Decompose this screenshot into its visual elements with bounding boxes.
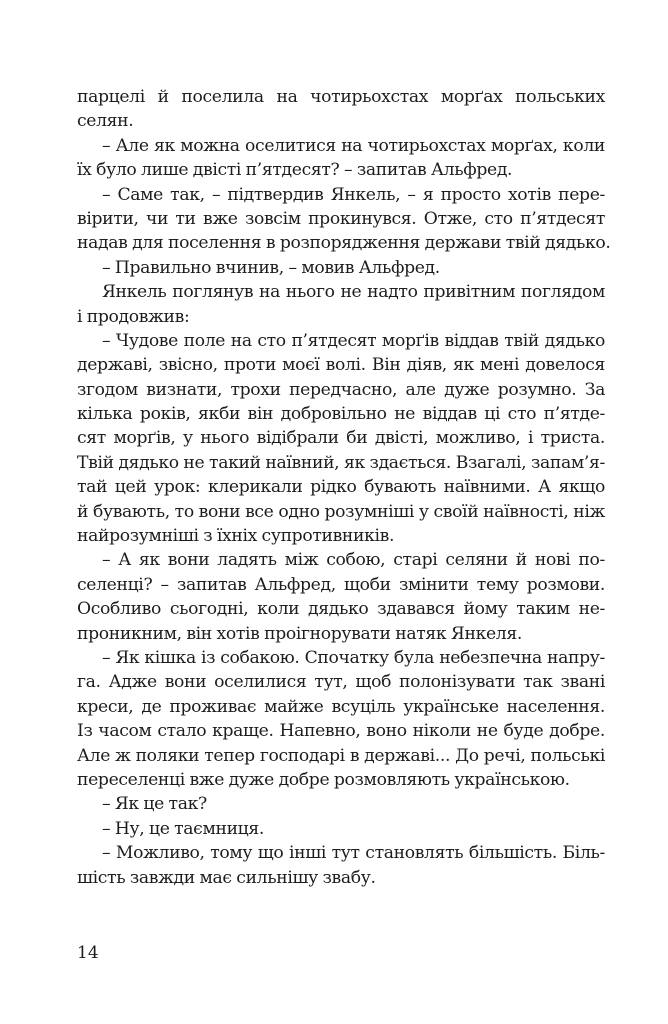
- text-line: селенці? – запитав Альфред, щоби змінити тему розмови.: [77, 574, 605, 595]
- text-line: – Ну, це таємниця.: [102, 818, 264, 839]
- text-line: проникним, він хотів проігнорувати натяк Янкеля.: [77, 623, 522, 644]
- text-line: – Саме так, – підтвердив Янкель, – я просто хотів пере-: [102, 184, 605, 205]
- text-line: Янкель поглянув на нього не надто привітним поглядом: [102, 282, 605, 303]
- text-line: і продовжив:: [77, 306, 190, 327]
- page-number: 14: [77, 943, 99, 963]
- text-line: надав для поселення в розпорядження держави твій дядько.: [77, 233, 611, 254]
- text-line: – А як вони ладять між собою, старі селяни й нові по-: [102, 550, 605, 571]
- text-line: їх було лише двісті п’ятдесят? – запитав Альфред.: [77, 160, 513, 181]
- text-line: – Чудове поле на сто п’ятдесят морґів віддав твій дядько: [102, 330, 605, 351]
- text-line: – Як кішка із собакою. Спочатку була небезпечна напру-: [102, 647, 605, 668]
- text-line: державі, звісно, проти моєї волі. Він діяв, як мені довелося: [77, 355, 605, 376]
- text-line: тай цей урок: клерикали рідко бувають наївними. А якщо: [77, 477, 605, 498]
- text-line: згодом визнати, трохи передчасно, але дуже розумно. За: [77, 379, 605, 400]
- text-line: га. Адже вони оселилися тут, щоб полонізувати так звані: [77, 672, 605, 693]
- text-line: сят морґів, у нього відібрали би двісті, можливо, і триста.: [77, 428, 605, 449]
- text-line: парцелі й поселила на чотирьохстах морґах польських: [77, 87, 605, 107]
- text-line: кілька років, якби він добровільно не віддав ці сто п’ятде-: [77, 404, 605, 425]
- text-line: переселенці вже дуже добре розмовляють українською.: [77, 769, 570, 790]
- text-line: – Як це так?: [102, 794, 207, 815]
- text-line: найрозумніші з їхніх супротивників.: [77, 526, 395, 547]
- text-line: шість завжди має сильнішу звабу.: [77, 867, 376, 888]
- text-line: креси, де проживає майже всуціль українське населення.: [77, 696, 605, 717]
- book-page-text: [77, 85, 611, 890]
- text-line: Але ж поляки тепер господарі в державі... До речі, польські: [77, 745, 605, 766]
- text-line: Із часом стало краще. Напевно, воно ніколи не буде добре.: [77, 721, 605, 742]
- text-line: – Але як можна оселитися на чотирьохстах морґах, коли: [102, 135, 605, 156]
- text-line: – Правильно вчинив, – мовив Альфред.: [102, 257, 440, 278]
- text-line: Твій дядько не такий наївний, як здається. Взагалі, запам’я-: [77, 452, 605, 473]
- text-line: селян.: [77, 111, 134, 132]
- text-line: вірити, чи ти вже зовсім прокинувся. Отже, сто п’ятдесят: [77, 208, 605, 229]
- text-line: – Можливо, тому що інші тут становлять більшість. Біль-: [102, 843, 605, 864]
- text-line: Особливо сьогодні, коли дядько здавався йому таким не-: [77, 599, 605, 620]
- text-line: й бувають, то вони все одно розумніші у своїй наївності, ніж: [77, 501, 605, 522]
